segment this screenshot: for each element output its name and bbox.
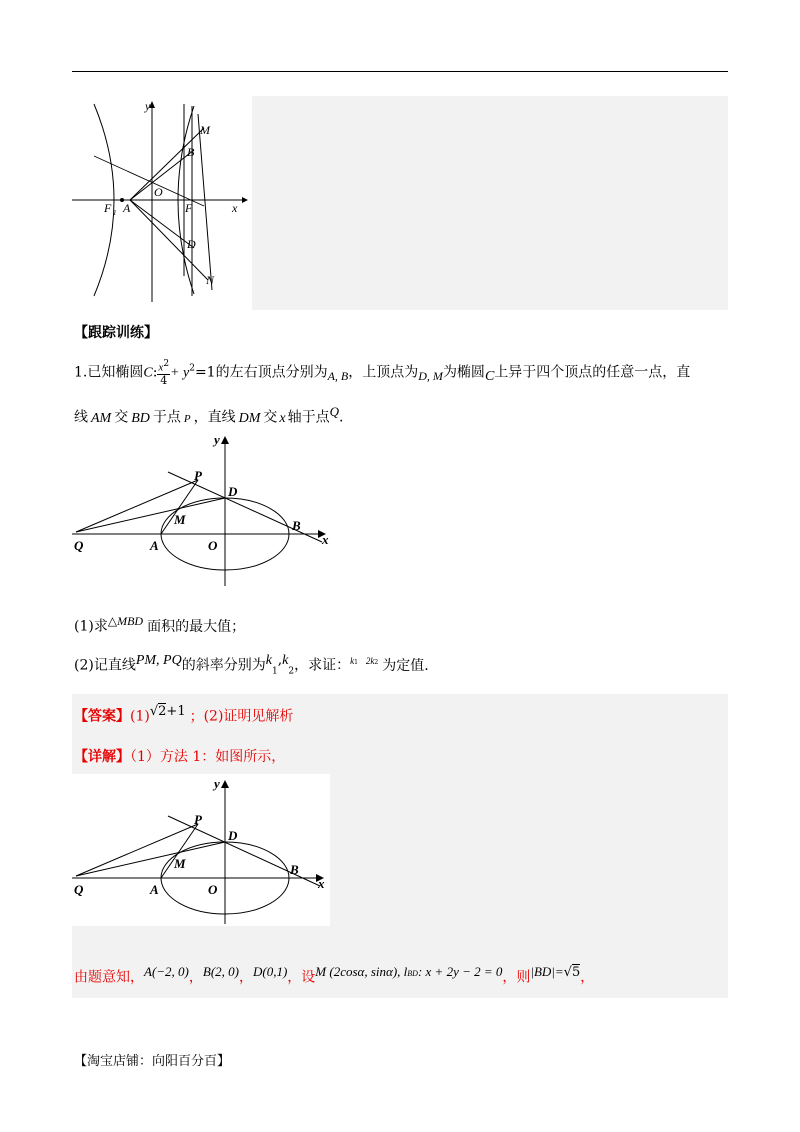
line-AM: AM (91, 410, 112, 426)
figure1-label-D: D (187, 237, 196, 251)
answer-plus-one: +1 (166, 704, 186, 719)
point-M-param: M (2cosα, sinα), l (315, 964, 408, 979)
figure1-label-A: A (123, 201, 131, 215)
header-rule (72, 71, 728, 72)
figure1-label-F1: F (104, 201, 112, 215)
expr-k1-sub: 1 (354, 659, 358, 666)
lines-PM-PQ: PM, PQ (135, 653, 182, 668)
text-yudian: 于点 (152, 409, 181, 426)
figure3-label-x: x (318, 876, 325, 891)
answer-line (74, 704, 293, 726)
solution-intro: 由题意知， (74, 969, 144, 986)
line-BD: BD (131, 410, 150, 426)
figure1-background (72, 96, 252, 310)
figure1-label-O: O (154, 185, 163, 199)
q2-comma: , (277, 652, 283, 668)
explain-text: （1）方法 1：如图所示， (130, 749, 286, 765)
answer-sqrt: √2+1 (149, 704, 186, 719)
answer-sqrt-content: 2 (158, 704, 167, 719)
point-B-coord: B(2, 0) (202, 964, 239, 979)
figure3-label-D: D (228, 828, 238, 843)
figure2-label-D: D (228, 484, 238, 499)
expr-k1: k (350, 656, 355, 666)
problem-line-2 (74, 404, 343, 427)
x-axis-name: x (279, 410, 286, 426)
mid-text-3: 为椭圆 (442, 364, 485, 381)
fraction-x2-over-4 (157, 358, 170, 387)
solution-comma-2: ， (238, 969, 253, 986)
figure2-line-QD (76, 498, 225, 532)
point-P: P (183, 412, 191, 425)
figure2-label-O: O (208, 538, 218, 553)
period: . (339, 409, 344, 426)
slope-k1-sub: 1 (271, 666, 278, 677)
line-BD-subscript: BD (407, 969, 418, 978)
line1-end: 上异于四个顶点的任意一点，直 (494, 364, 691, 381)
figure3-ellipse (72, 774, 330, 926)
figure2-label-A: A (150, 538, 159, 553)
point-A-coord: A(−2, 0) (144, 964, 189, 979)
figure2-label-Q: Q (74, 538, 84, 553)
explain-tag: 【详解】 (74, 749, 130, 765)
slope-k2: k (282, 653, 289, 668)
section-heading: 【跟踪训练】 (74, 325, 158, 341)
ellipse-name-2: C (484, 369, 495, 385)
q2-mid2: ，求证： (294, 657, 351, 674)
figure1-label-B: B (187, 145, 195, 159)
q1-suffix: 面积的最大值； (147, 618, 246, 635)
expr-2k2-sub: 2 (374, 659, 379, 666)
mid-text-2: ，上顶点为 (348, 364, 419, 381)
frac-num-sup: 2 (163, 359, 170, 369)
figure2-y-arrow (221, 436, 229, 444)
answer-tag: 【答案】 (74, 708, 130, 725)
figure2-label-P: P (194, 468, 202, 483)
colon: : (152, 364, 158, 381)
point-D-coord: D(0,1) (252, 964, 288, 979)
figure2-label-M: M (174, 512, 186, 527)
line-BD-equation: : x + 2y − 2 = 0 (417, 964, 503, 979)
expr-2k2: 2k (365, 656, 375, 666)
question-1 (74, 614, 245, 636)
sqrt5-content: 5 (571, 965, 581, 980)
slope-k1: k (265, 653, 272, 668)
text-xian: 线 (74, 409, 88, 426)
solution-let: ，设 (287, 969, 316, 986)
answer-separator: ； (189, 708, 204, 725)
text-zhouyudian: 轴于点 (287, 409, 330, 426)
figure2-label-B: B (292, 518, 301, 533)
figure2-label-y: y (214, 432, 220, 447)
length-BD: |BD|= (530, 964, 564, 979)
sqrt5: √5 (563, 965, 581, 980)
triangle-symbol: △ (107, 614, 118, 628)
figure1-label-M: M (200, 123, 210, 137)
slope-k2-sub: 2 (288, 666, 295, 677)
points-DM: D, M (418, 369, 443, 384)
question-2 (74, 652, 429, 676)
vertices-AB: A, B (327, 369, 349, 384)
figure1-label-y: y (145, 99, 151, 113)
figure1-label-N: N (206, 273, 215, 287)
explain-line (74, 746, 285, 766)
solution-then: ，则 (502, 969, 531, 986)
figure3-label-A: A (150, 882, 159, 897)
text-zhixian: ，直线 (193, 409, 236, 426)
problem-prefix: 1.已知椭圆 (74, 364, 144, 381)
y-sup: 2 (189, 363, 195, 374)
line-DM: DM (238, 410, 261, 426)
frac-den: 4 (160, 373, 168, 387)
footer-shop: 【淘宝店铺：向阳百分百】 (74, 1054, 231, 1069)
figure1-label-F: F (185, 201, 193, 215)
figure2-label-x: x (322, 532, 329, 547)
solution-comma-1: ， (188, 969, 203, 986)
figure2-ellipse (72, 430, 334, 588)
figure3-label-M: M (174, 856, 186, 871)
figure3-label-y: y (214, 776, 220, 791)
text-jiao: 交 (114, 409, 129, 426)
triangle-MBD: MBD (117, 614, 144, 628)
answer-part2: (2)证明见解析 (203, 708, 294, 725)
q2-prefix: (2)记直线 (74, 657, 136, 674)
mid-text-1: 的左右顶点分别为 (215, 364, 328, 381)
figure1-label-F1-sub: 1 (113, 209, 117, 217)
q1-prefix: (1)求 (74, 618, 108, 635)
figure3-label-Q: Q (74, 882, 84, 897)
figure3-background (72, 774, 330, 926)
solution-line (74, 964, 594, 987)
figure1-label-x: x (232, 201, 238, 215)
figure3-label-B: B (290, 862, 299, 877)
solution-comma-end: ， (580, 969, 595, 986)
figure1-hyperbola (72, 96, 252, 310)
equals-one: =1 (194, 364, 216, 381)
figure3-label-P: P (194, 812, 202, 827)
answer-part1-label: (1) (130, 708, 150, 725)
ellipse-name: C (143, 365, 153, 381)
frac-num: x (158, 361, 164, 374)
point-Q: Q (329, 404, 340, 419)
q2-suffix: 为定值. (382, 657, 429, 674)
problem-line-1 (74, 358, 690, 387)
text-jiao-2: 交 (263, 409, 278, 426)
plus-y: + y (170, 365, 190, 381)
q2-mid: 的斜率分别为 (181, 657, 266, 674)
figure3-label-O: O (208, 882, 218, 897)
